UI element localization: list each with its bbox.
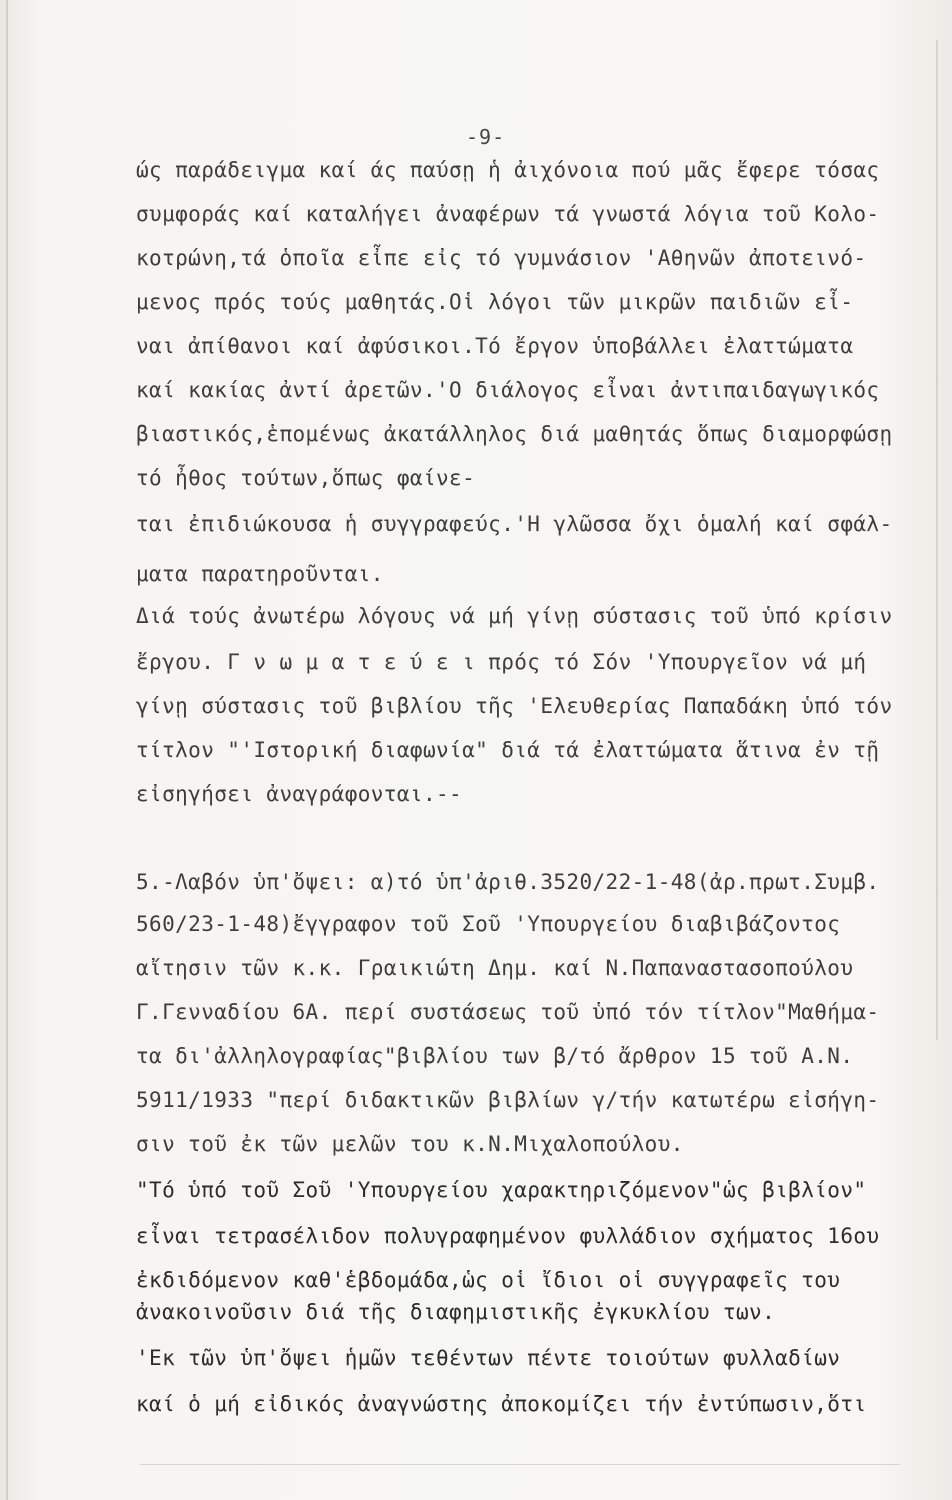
text-line: μενος πρός τούς μαθητάς.Οἱ λόγοι τῶν μικρῶν παιδιῶν εἶ- [136,290,854,314]
text-line: τα δι'ἀλληλογραφίας"βιβλίου των β/τό ἄρθρον 15 τοῦ Α.Ν. [136,1044,854,1068]
text-line: κοτρώνη,τά ὁποῖα εἶπε εἰς τό γυμνάσιον 'Αθηνῶν ἀποτεινό- [136,246,867,270]
text-line: γίνῃ σύστασις τοῦ βιβλίου τῆς 'Ελευθερίας Παπαδάκη ὑπό τόν [136,694,893,718]
text-line: ἐκδιδόμενον καθ'ἑβδομάδα,ὡς οἱ ἴδιοι οἱ συγγραφεῖς του [136,1268,841,1292]
text-line: ώς παράδειγμα καί άς παύσῃ ἡ ἀιχόνοια πού μᾶς ἔφερε τόσας [136,158,880,182]
text-line: τίτλον "'Ιστορική διαφωνία" διά τά ἐλαττώματα ἅτινα ἐν τῇ [136,738,880,762]
text-line: καί ὁ μή εἰδικός ἀναγνώστης ἀποκομίζει τήν ἐντύπωσιν,ὅτι [136,1392,867,1416]
text-line: συμφοράς καί καταλήγει ἀναφέρων τά γνωστά λόγια τοῦ Κολο- [136,202,880,226]
text-line: 5911/1933 "περί διδακτικῶν βιβλίων γ/τήν κατωτέρω εἰσήγη- [136,1088,880,1112]
text-line: εἶναι τετρασέλιδον πολυγραφημένον φυλλάδιον σχήματος 16ου [136,1224,880,1248]
text-line: βιαστικός,ἑπομένως ἀκατάλληλος διά μαθητάς ὅπως διαμορφώσῃ [136,422,893,446]
text-line: 560/23-1-48)ἔγγραφον τοῦ Σοῦ 'Υπουργείου διαβιβάζοντος [136,912,841,936]
text-line: "Τό ὑπό τοῦ Σοῦ 'Υπουργείου χαρακτηριζόμενον"ὡς βιβλίον" [136,1178,867,1202]
text-line: ματα παρατηροῦνται. [136,562,384,586]
text-line: 'Εκ τῶν ὑπ'ὄψει ἡμῶν τεθέντων πέντε τοιούτων φυλλαδίων [136,1346,841,1370]
page-left-edge [6,0,8,1500]
text-line: καί κακίας ἀντί ἀρετῶν.'Ο διάλογος εἶναι ἀντιπαιδαγωγικός [136,378,880,402]
footer-rule [140,1464,900,1465]
text-line: 5.-Λαβόν ὑπ'ὄψει: α)τό ὑπ'ἀριθ.3520/22-1-48(ἀρ.πρωτ.Συμβ. [136,870,880,894]
text-line: Διά τούς ἀνωτέρω λόγους νά μή γίνῃ σύστασις τοῦ ὑπό κρίσιν [136,604,893,628]
text-line: ἔργου. Γ ν ω μ α τ ε ύ ε ι πρός τό Σόν 'Υπουργεῖον νά μή [136,650,867,674]
text-line: ναι ἀπίθανοι καί ἀφύσικοι.Τό ἔργον ὑποβάλλει ἐλαττώματα [136,334,854,358]
text-line: αἴτησιν τῶν κ.κ. Γραικιώτη Δημ. καί Ν.Παπαναστασοπούλου [136,956,854,980]
text-line: ἀνακοινοῦσιν διά τῆς διαφημιστικῆς ἐγκυκλίου των. [136,1300,776,1324]
text-line: σιν τοῦ ἐκ τῶν μελῶν του κ.Ν.Μιχαλοπούλου. [136,1132,684,1156]
page-number: -9- [466,125,506,149]
text-line: τό ἦθος τούτων,ὅπως φαίνε- [136,466,476,490]
page-right-edge [936,40,938,1040]
text-line: Γ.Γενναδίου 6Α. περί συστάσεως τοῦ ὑπό τόν τίτλον"Μαθήμα- [136,1000,880,1024]
text-line: εἰσηγήσει ἀναγράφονται.-- [136,782,463,806]
text-line: ται ἐπιδιώκουσα ἡ συγγραφεύς.'Η γλῶσσα ὄχι ὁμαλή καί σφάλ- [136,512,893,536]
